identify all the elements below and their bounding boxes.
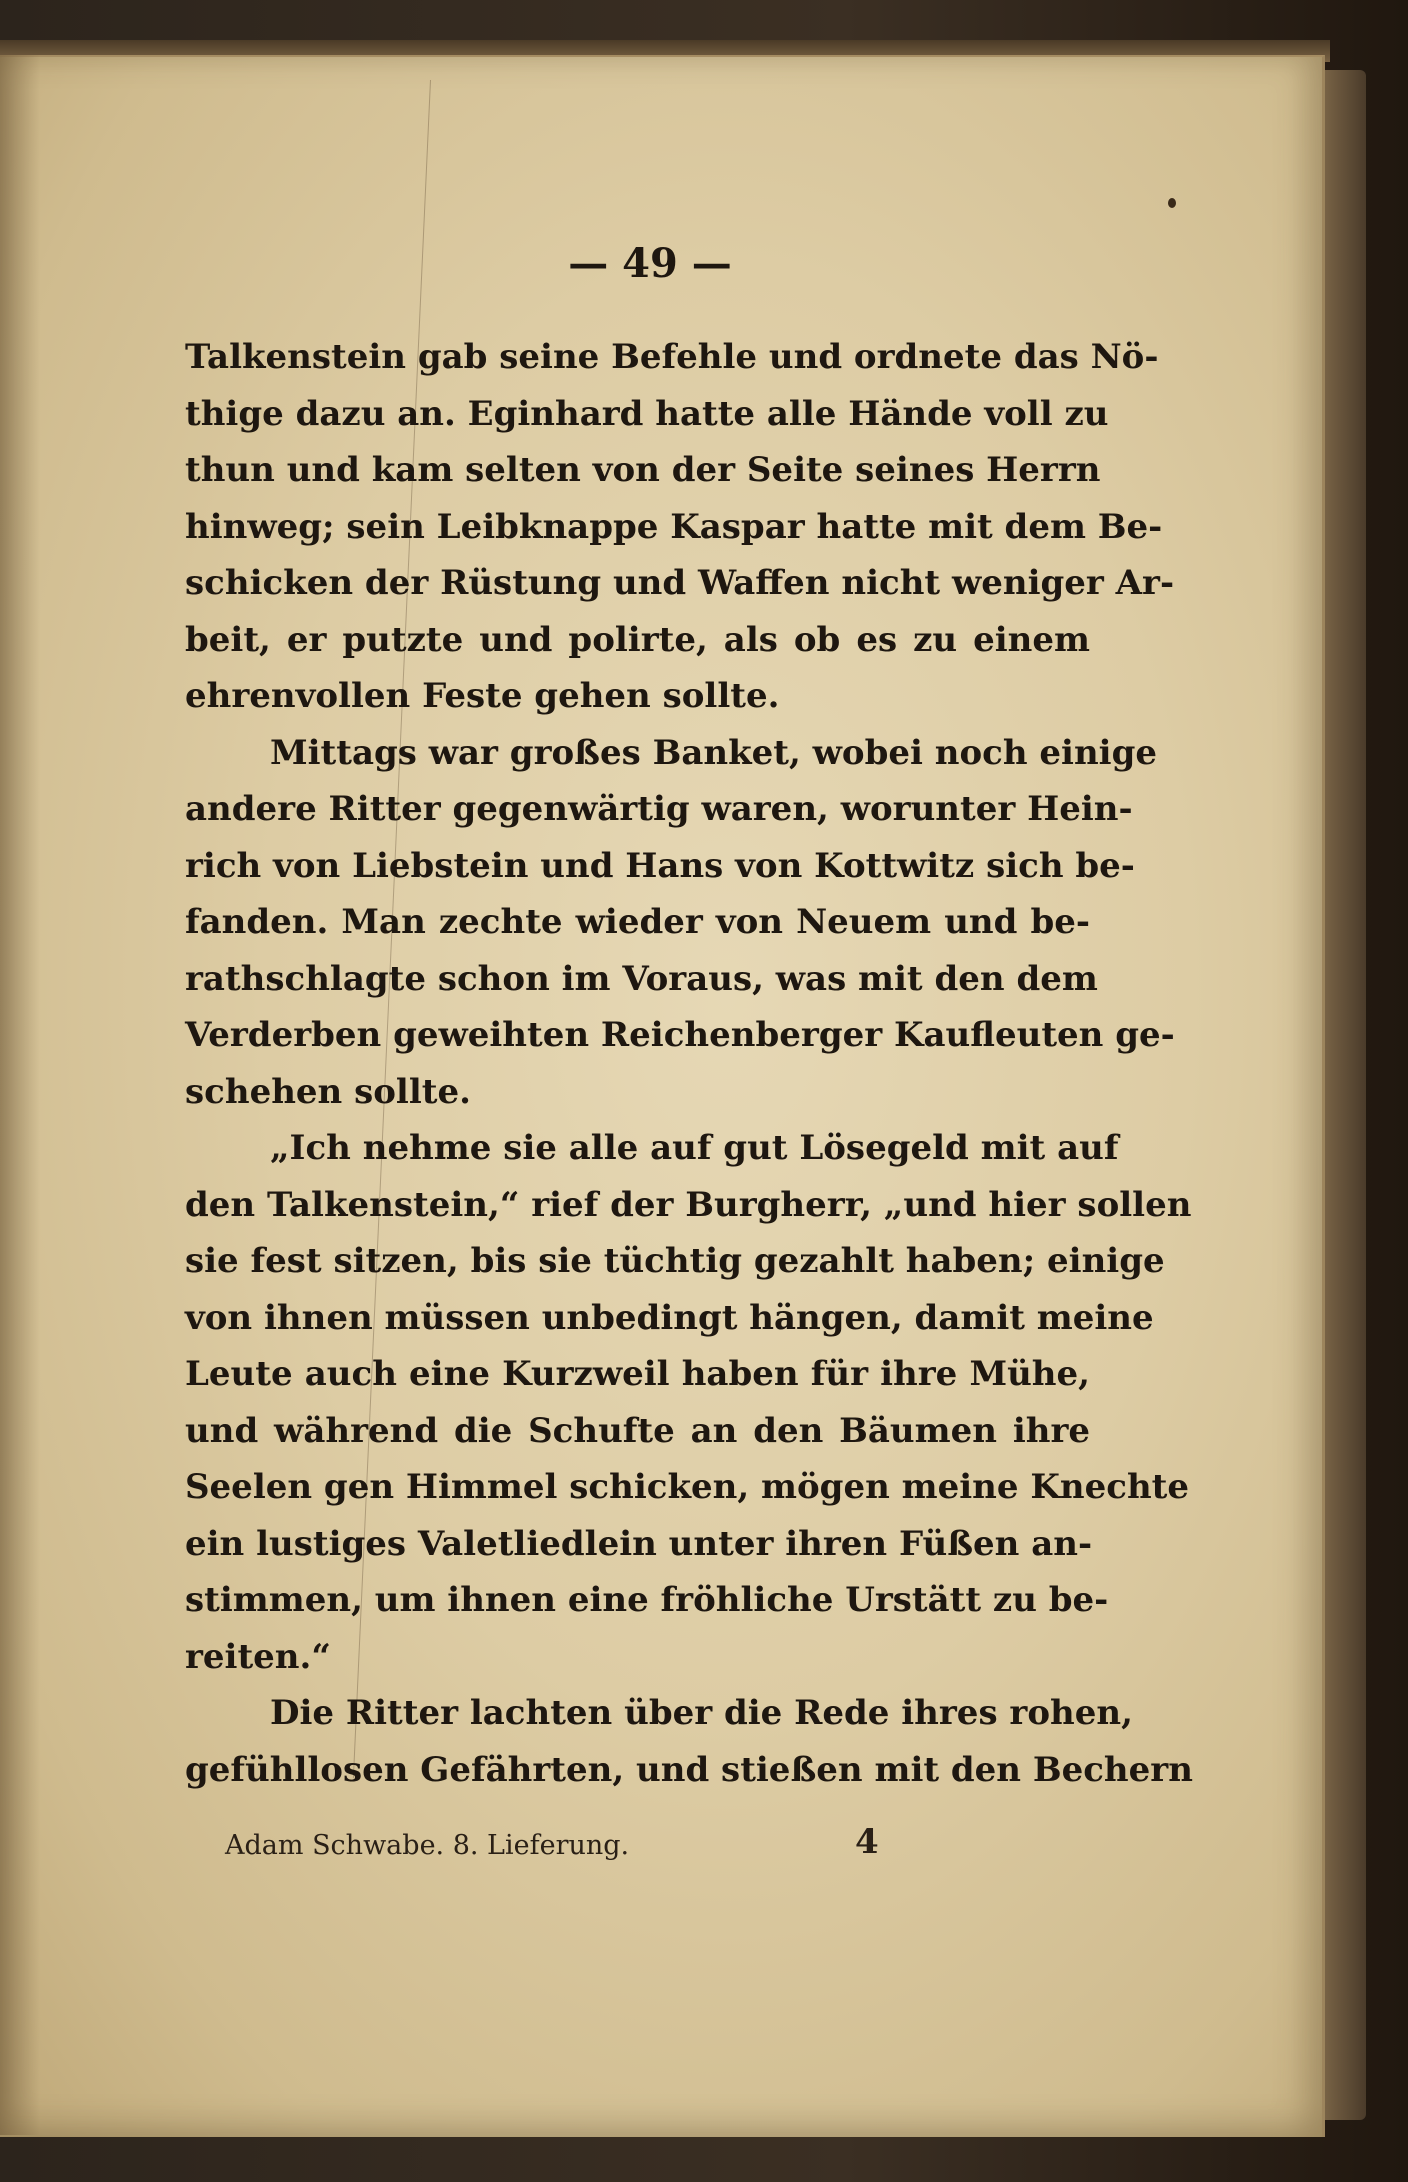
text-line: Die Ritter lachten über die Rede ihres rohen, (270, 1693, 1133, 1733)
text-line: schehen sollte. (185, 1071, 471, 1112)
page-gutter-shadow (0, 55, 40, 2135)
footer-sheet-number: 4 (855, 1822, 879, 1862)
text-line: thige dazu an. Eginhard hatte alle Hände voll zu (185, 393, 1109, 434)
text-line: „Ich nehme sie alle auf gut Lösegeld mit auf (270, 1128, 1119, 1168)
text-line: gefühllosen Gefährten, und stießen mit den Bechern (185, 1749, 1193, 1790)
text-line: reiten.“ (185, 1636, 331, 1677)
text-line: beit, er putzte und polirte, als ob es zu einem (185, 619, 1090, 660)
text-line: Mittags war großes Banket, wobei noch einige (270, 732, 1158, 773)
text-line: und während die Schufte an den Bäumen ihre (185, 1410, 1090, 1451)
text-line: fanden. Man zechte wieder von Neuem und be- (185, 902, 1090, 942)
text-line: ehrenvollen Feste gehen sollte. (185, 676, 780, 716)
text-line: Leute auch eine Kurzweil haben für ihre Mühe, (185, 1354, 1090, 1394)
text-line: rathschlagte schon im Voraus, was mit den dem (185, 958, 1098, 999)
text-line: thun und kam selten von der Seite seines Herrn (185, 450, 1101, 490)
footer-signature: Adam Schwabe. 8. Lieferung. (225, 1830, 630, 1861)
text-line: rich von Liebstein und Hans von Kottwitz sich be- (185, 845, 1135, 886)
text-line: stimmen, um ihnen eine fröhliche Urstätt zu be- (185, 1580, 1109, 1620)
text-line: hinweg; sein Leibknappe Kaspar hatte mit dem Be- (185, 506, 1163, 547)
text-line: schicken der Rüstung und Waffen nicht weniger Ar- (185, 563, 1175, 603)
text-line: Talkenstein gab seine Befehle und ordnete das Nö- (185, 337, 1159, 377)
text-line: den Talkenstein,“ rief der Burgherr, „und hier sollen (185, 1184, 1192, 1225)
text-line: Verderben geweihten Reichenberger Kaufleuten ge- (185, 1015, 1175, 1055)
page-number: — 49 — (568, 240, 732, 287)
text-line: ein lustiges Valetliedlein unter ihren Füßen an- (185, 1523, 1093, 1564)
text-line: andere Ritter gegenwärtig waren, worunter Hein- (185, 789, 1133, 829)
text-line: von ihnen müssen unbedingt hängen, damit meine (185, 1297, 1154, 1338)
ink-spot (1168, 198, 1176, 208)
text-line: Seelen gen Himmel schicken, mögen meine Knechte (185, 1467, 1190, 1507)
text-line: sie fest sitzen, bis sie tüchtig gezahlt haben; einige (185, 1241, 1165, 1281)
